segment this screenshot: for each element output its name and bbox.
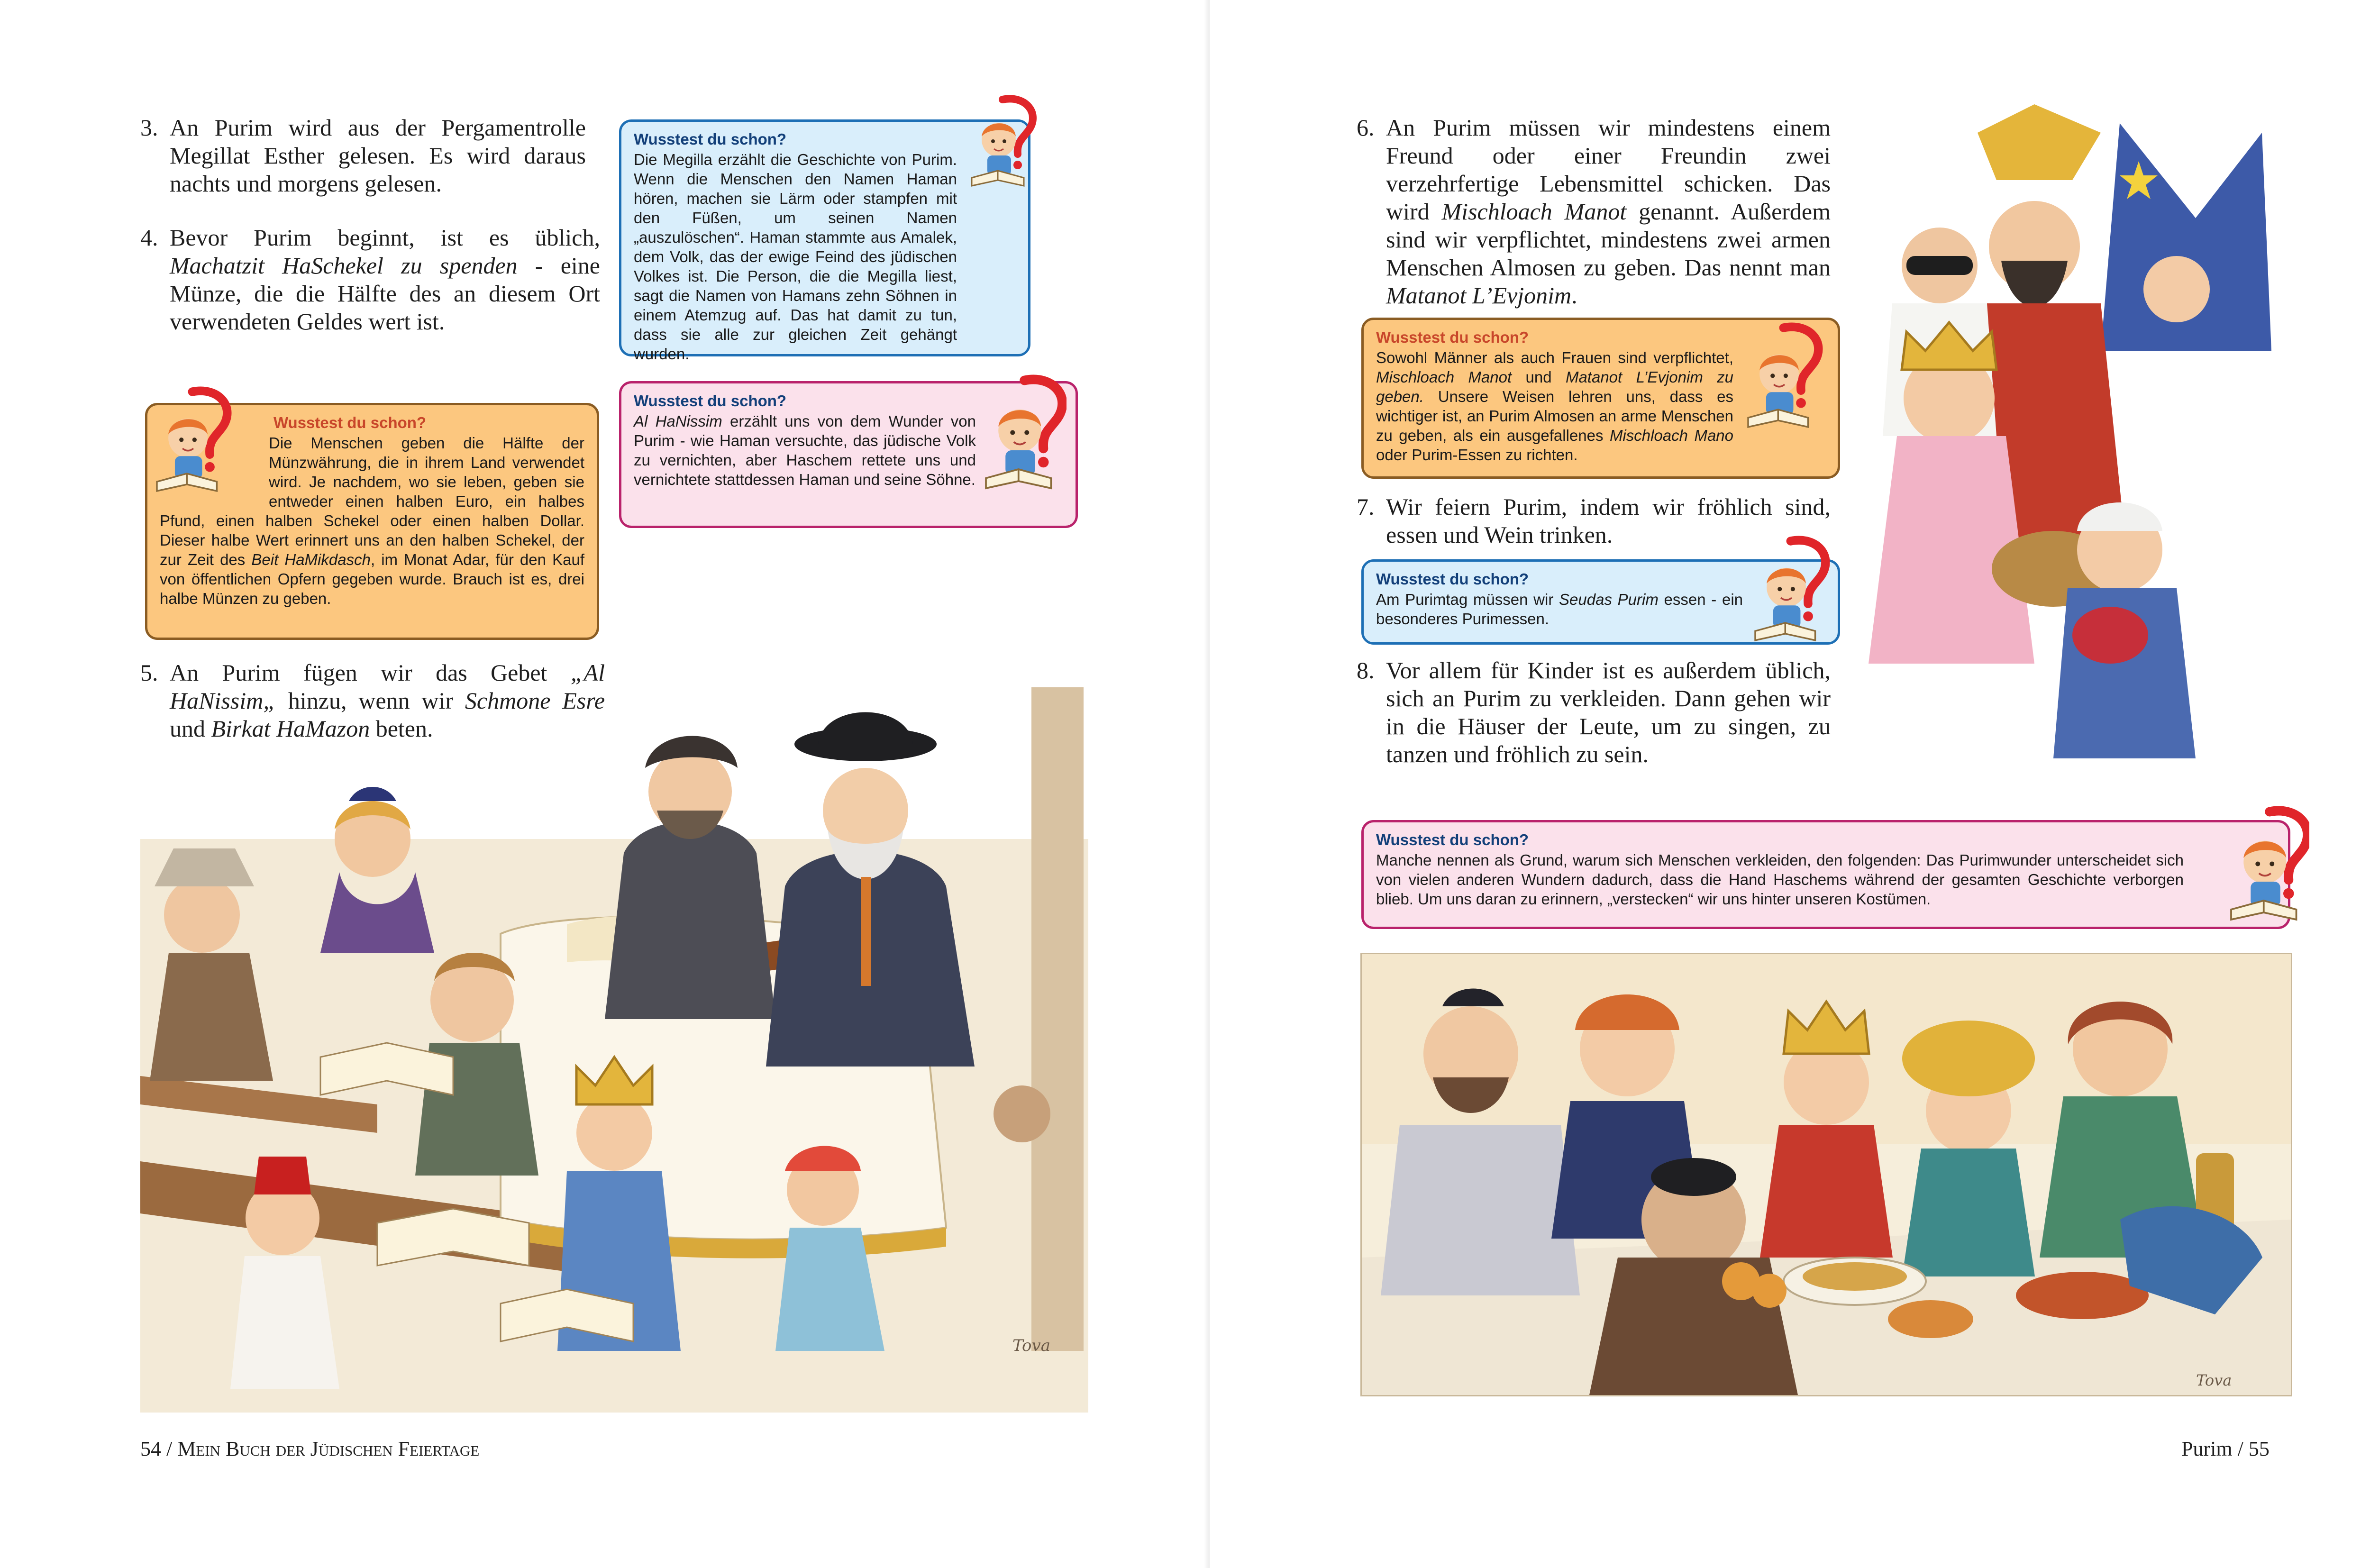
list-text: Bevor Purim beginnt, ist es üblich, Machatzit HaSchekel zu spenden - eine Münze, die die Hälfte des an diesem Ort verwendeten Geldes wert ist. bbox=[170, 224, 600, 335]
list-item-8 bbox=[1357, 656, 1831, 768]
info-box-term: Beit HaMikdasch bbox=[251, 551, 371, 568]
list-number: 8. bbox=[1357, 657, 1375, 684]
info-box-seudas: Wusstest du schon? Am Purimtag müssen wir Seudas Purim essen - ein besonderes Purimessen. bbox=[1361, 559, 1840, 645]
info-box-title: Wusstest du schon? bbox=[1376, 831, 1529, 848]
page-number: 55 bbox=[2248, 1437, 2270, 1460]
info-box-term: Al HaNissim bbox=[634, 412, 722, 430]
info-box-frauen: Wusstest du schon? Sowohl Männer als auch Frauen sind verpflichtet, Mischloach Manot und Matanot L’Evjonim zu geben. Unsere Weisen lehren uns, dass es wichtiger ist, an Purim Almosen an arme Menschen zu geben, als ein ausgefallenes Mischloach Mano oder Purim-Essen zu richten. bbox=[1361, 318, 1840, 479]
list-text: Wir feiern Purim, indem wir fröhlich sind, essen und Wein trinken. bbox=[1386, 493, 1831, 548]
info-box-text: Manche nennen als Grund, warum sich Menschen verkleiden, den folgenden: Das Purimwunder unterscheidet sich von vielen anderen Wundern dadurch, dass die Hand Haschems während der gesamten Geschichte verborgen blieb. Um uns daran zu erinnern, „verstecken“ wir uns hinter unseren Kostümen. bbox=[1376, 851, 2184, 908]
info-box-title: Wusstest du schon? bbox=[1376, 328, 1529, 346]
info-box-verkleiden bbox=[1361, 820, 2290, 929]
page-footer: Purim / 55 bbox=[2181, 1437, 2270, 1460]
illustration-purim-meal bbox=[1360, 953, 2292, 1396]
list-text: An Purim wird aus der Pergamentrolle Megillat Esther gelesen. Es wird daraus nachts und morgens gelesen. bbox=[170, 114, 586, 197]
page-number: 54 bbox=[140, 1437, 161, 1460]
info-box-schekel: Wusstest du schon? Die Menschen geben die Hälfte der Münzwährung, die in ihrem Land verwendet wird. Je nachdem, wo sie leben, geben sie entweder einen halben Euro, ein halbes Pfund, einen halben Schekel oder einen halben Dollar. Dieser halbe Wert erinnert uns an den halben Schekel, der zur Zeit des Beit HaMikdasch, im Monat Adar, für den Kauf von öffentlichen Opfern gegeben wurde. Brauch ist es, drei halbe Münzen zu geben. bbox=[145, 403, 599, 640]
list-number: 5. bbox=[140, 659, 158, 686]
list-text: Vor allem für Kinder ist es außerdem üblich, sich an Purim zu verkleiden. Dann gehen wir in die Häuser der Leute, um zu singen, zu tanzen und fröhlich zu sein. bbox=[1386, 657, 1831, 767]
list-text: An Purim müssen wir mindestens einem Freund oder einer Freundin zwei verzehrfertige Lebensmittel schicken. Das wird Mischloach Manot genannt. Außerdem sind wir verpflichtet, mindestens zwei armen Menschen Almosen zu geben. Das nennt man Matanot L’Evjonim. bbox=[1386, 114, 1831, 309]
page-footer: 54 / Mein Buch der Jüdischen Feiertage bbox=[140, 1437, 480, 1460]
megilla-reading-scene bbox=[140, 545, 1088, 1413]
info-box-text: Die Menschen geben die Hälfte der Münzwährung, die in ihrem Land verwendet wird. Je nachdem, wo sie leben, geben sie entweder einen halben Euro, ein halbes Pfund, einen halben Schekel oder einen halben Dollar. Dieser halbe Wert erinnert uns an den halben Schekel, der zur Zeit des bbox=[160, 434, 584, 568]
book-title: Mein Buch der Jüdischen Feiertage bbox=[177, 1437, 480, 1460]
reading-child-icon bbox=[142, 386, 237, 495]
artist-signature: Tova bbox=[1012, 1336, 1050, 1355]
reading-child-icon bbox=[962, 95, 1038, 190]
list-number: 4. bbox=[140, 224, 158, 251]
info-box-text: Die Megilla erzählt die Geschichte von Purim. Wenn die Menschen den Namen Haman hören, machen sie Lärm oder stampfen mit den Füßen, um seinen Namen „auszulöschen“. Haman stammte aus Amalek, dem Volk, das der ewige Feind des jüdischen Volkes ist. Die Person, die die Megilla liest, sagt die Namen von Hamans zehn Söhnen in einem Atemzug auf. Das hat damit zu tun, dass sie alle zur gleichen Zeit gehängt wurden. bbox=[634, 151, 957, 363]
purim-meal-scene bbox=[1362, 954, 2291, 1395]
list-item-3 bbox=[140, 114, 586, 198]
chapter-title: Purim bbox=[2181, 1437, 2233, 1460]
info-box-title: Wusstest du schon? bbox=[634, 392, 787, 410]
reading-child-icon bbox=[1736, 322, 1826, 431]
reading-child-icon bbox=[1745, 536, 1831, 645]
list-number: 6. bbox=[1357, 114, 1375, 141]
info-box-title: Wusstest du schon? bbox=[273, 414, 427, 431]
list-item-4 bbox=[140, 224, 600, 336]
list-item-6 bbox=[1357, 114, 1831, 310]
costumed-children-scene bbox=[1854, 104, 2281, 782]
info-box-title: Wusstest du schon? bbox=[634, 130, 787, 148]
list-number: 7. bbox=[1357, 493, 1375, 520]
illustration-costumed-children bbox=[1854, 104, 2281, 782]
illustration-megilla-reading bbox=[140, 545, 1088, 1413]
list-number: 3. bbox=[140, 114, 158, 141]
artist-signature: Tova bbox=[2196, 1371, 2232, 1389]
info-box-title: Wusstest du schon? bbox=[1376, 570, 1529, 588]
info-box-text: erzählt uns von dem Wunder von Purim - wie Haman versuchte, das jüdische Volk zu vernichten, aber Haschem rettete uns und vernichtete stattdessen Haman und seine Söhne. bbox=[634, 412, 976, 488]
reading-child-icon bbox=[2224, 806, 2309, 924]
reading-child-icon bbox=[976, 374, 1066, 493]
right-page bbox=[1210, 0, 2370, 1568]
list-text: An Purim fügen wir das Gebet „Al HaNissim„ hinzu, wenn wir Schmone Esre und Birkat HaMazon beten. bbox=[170, 659, 605, 742]
